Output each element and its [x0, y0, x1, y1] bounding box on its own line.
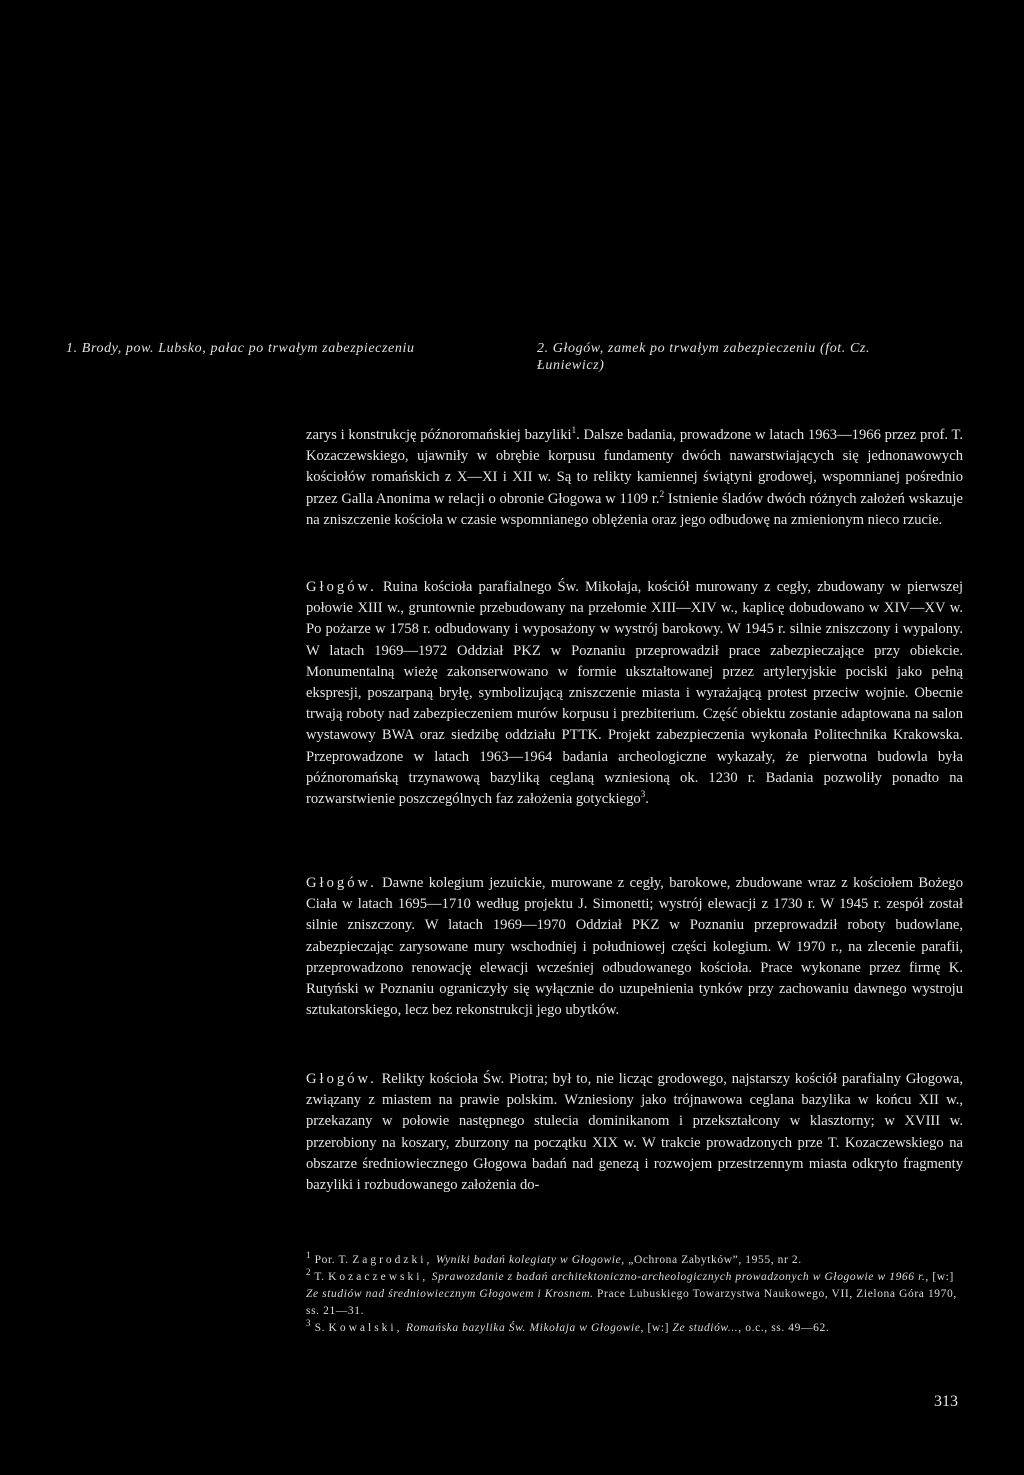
footnote-text: [w:]	[644, 1322, 673, 1334]
footnotes	[306, 1252, 963, 1337]
footnote-number: 1	[306, 1250, 312, 1261]
footnote-ref: 2	[659, 488, 665, 499]
place-name: Głogów.	[306, 1071, 377, 1087]
footnote-title: Wyniki badań kolegiaty w Głogowie,	[432, 1254, 625, 1266]
footnote-text: Prace Lubuskiego Towarzystwa Naukowego, VII, Zielona Góra 1970, ss. 21—31.	[306, 1288, 957, 1317]
paragraph-text: zarys i konstrukcję późnoromańskiej bazyliki	[306, 427, 572, 443]
place-name: Głogów.	[306, 875, 377, 891]
footnote-text: „Ochrona Zabytków”, 1955, nr 2.	[624, 1254, 802, 1266]
place-name: Głogów.	[306, 579, 377, 595]
footnote-number: 2	[306, 1267, 312, 1278]
footnote-title: Ze studiów...,	[672, 1322, 742, 1334]
footnote-author: Kowalski,	[328, 1322, 403, 1334]
photo-area	[0, 0, 1024, 320]
paragraph-sw-mikolaja	[306, 577, 963, 810]
footnote-text: T.	[314, 1271, 329, 1283]
footnote-ref: 1	[571, 425, 577, 436]
page-number: 313	[934, 1393, 958, 1410]
footnote-text: S.	[314, 1322, 329, 1334]
paragraph-bazylika	[306, 425, 963, 531]
footnote-ref: 3	[640, 789, 646, 800]
footnote-author: Kozaczewski,	[328, 1271, 429, 1283]
footnote-author: Zagrodzki,	[352, 1254, 433, 1266]
footnote-3	[306, 1320, 963, 1337]
paragraph-text: Istnienie śladów dwóch różnych założeń wskazuje na zniszczenie kościoła w czasie wspomnianego oblężenia oraz jego odbudowę na zmienionym nieco rzucie.	[306, 490, 963, 528]
paragraph-sw-piotra	[306, 1069, 963, 1196]
footnote-1	[306, 1252, 963, 1269]
caption-photo-2: 2. Głogów, zamek po trwałym zabezpieczeniu (fot. Cz. Łuniewicz)	[537, 341, 871, 373]
paragraph-text: .	[645, 791, 649, 808]
paragraph-text: Relikty kościoła Św. Piotra; był to, nie licząc grodowego, najstarszy kościół parafialny Głogowa, związany z miastem na prawie polskim. Wzniesiony jako trójnawowa ceglana bazylika w końcu XII w., przekazany w połowie następnego stulecia dominikanom i przekształcony w klasztorny; w XVIII w. przerobiony na koszary, zburzony na początku XIX w. W trakcie prowadzonych prze T. Kozaczewskiego na obszarze średniowiecznego Głogowa badań nad genezą i rozwojem przestrzennym miasta odkryto fragmenty bazyliki i rozbudowanego założenia do-	[306, 1071, 963, 1194]
paragraph-text: . Dalsze badania, prowadzone w latach 1963—1966 przez prof. T. Kozaczewskiego, ujawniły w obrębie korpusu fundamenty dwóch nawarstwiających się jednonawowych kościołów romańskich z X—XI i XII w. Są to relikty kamiennej świątyni grodowej, wspomnianej pośrednio przez Galla Anonima w relacji o obronie Głogowa w 1109 r.	[306, 427, 963, 507]
footnote-2	[306, 1269, 963, 1320]
caption-photo-1: 1. Brody, pow. Lubsko, pałac po trwałym zabezpieczeniu	[66, 341, 415, 356]
footnote-text: o.c., ss. 49—62.	[741, 1322, 830, 1334]
footnote-text: Por. T.	[314, 1254, 353, 1266]
paragraph-text: Ruina kościoła parafialnego Św. Mikołaja, kościół murowany z cegły, zbudowany w pierwszej połowie XIII w., gruntownie przebudowany na przełomie XIII—XIV w., kaplicę dobudowano w XIV—XV w. Po pożarze w 1758 r. odbudowany i wyposażony w wystrój barokowy. W 1945 r. silnie zniszczony i wypalony. W latach 1969—1972 Oddział PKZ w Poznaniu przeprowadził prace zabezpieczające przy obiekcie. Monumentalną wieżę zakonserwowano w formie ukształtowanej przez artyleryjskie pociski jako pełną ekspresji, poszarpaną bryłę, symbolizującą zniszczenie miasta i wyrażającą protest przeciw wojnie. Obecnie trwają roboty nad zabezpieczeniem murów korpusu i prezbiterium. Część obiektu zostanie adaptowana na salon wystawowy BWA oraz siedzibę oddziału PTTK. Projekt zabezpieczenia wykonała Politechnika Krakowska. Przeprowadzone w latach 1963—1964 badania archeologiczne wykazały, że pierwotna budowla była późnoromańską trzynawową bazyliką ceglaną wzniesioną ok. 1230 r. Badania pozwoliły ponadto na rozwarstwienie poszczególnych faz założenia gotyckiego	[306, 579, 963, 808]
paragraph-text: Dawne kolegium jezuickie, murowane z cegły, barokowe, zbudowane wraz z kościołem Bożego Ciała w latach 1695—1710 według projektu J. Simonetti; wystrój elewacji z 1730 r. W 1945 r. zespół został silnie zniszczony. W latach 1969—1970 Oddział PKZ w Poznaniu przeprowadził roboty budowlane, zabezpieczając zarysowane mury wschodniej i południowej części kolegium. W 1970 r., na zlecenie parafii, przeprowadzono renowację elewacji wcześniej odbudowanego kościoła. Prace wykonane przez firmę K. Rutyński w Poznaniu ograniczyły się wyłącznie do uzupełnienia tynków przy zachowaniu dawnego wystroju sztukatorskiego, lecz bez rekonstrukcji jego ubytków.	[306, 875, 963, 1019]
paragraph-kolegium	[306, 873, 963, 1021]
footnote-title: Ze studiów nad średniowiecznym Głogowem i Krosnem.	[306, 1288, 594, 1300]
footnote-title: Romańska bazylika Św. Mikołaja w Głogowie,	[402, 1322, 645, 1334]
footnote-title: Sprawozdanie z badań architektoniczno-archeologicznych prowadzonych w Głogowie w 1966 r.,	[428, 1271, 929, 1283]
footnote-number: 3	[306, 1318, 312, 1329]
footnote-text: [w:]	[928, 1271, 954, 1283]
